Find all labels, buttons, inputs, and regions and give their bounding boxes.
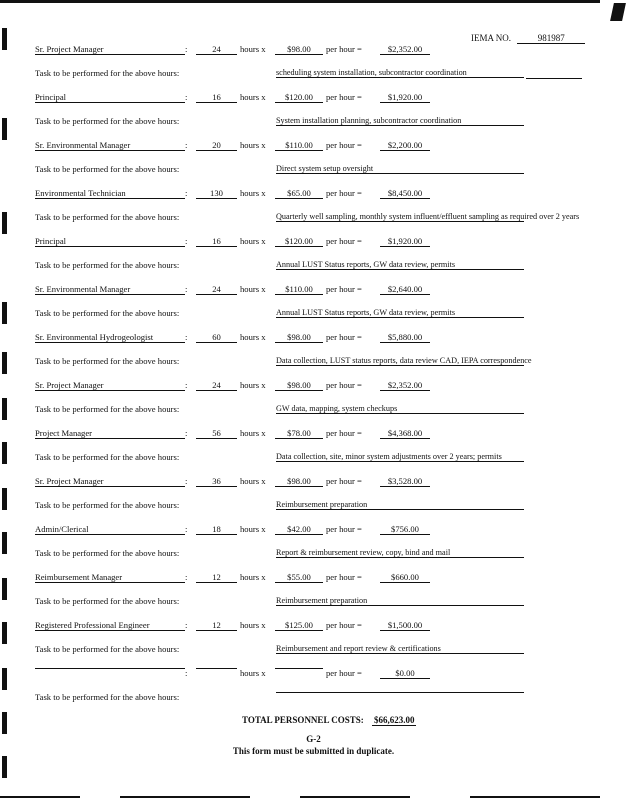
per-hour-label: per hour =: [326, 44, 362, 54]
line-total: $8,450.00: [380, 188, 430, 199]
per-hour-label: per hour =: [326, 668, 362, 678]
hours-value: 130: [196, 188, 237, 199]
colon: :: [185, 92, 188, 102]
hours-value: 16: [196, 236, 237, 247]
hourly-rate: $78.00: [275, 428, 323, 439]
hourly-rate: $125.00: [275, 620, 323, 631]
task-label: Task to be performed for the above hours:: [35, 356, 180, 366]
per-hour-label: per hour =: [326, 476, 362, 486]
line-total: $5,880.00: [380, 332, 430, 343]
hours-value: 24: [196, 284, 237, 295]
task-label: Task to be performed for the above hours:: [35, 452, 180, 462]
task-description: Reimbursement and report review & certifications: [276, 644, 524, 654]
personnel-row: [0, 668, 627, 682]
personnel-title: Sr. Environmental Manager: [35, 284, 185, 295]
task-description: Direct system setup oversight: [276, 164, 524, 174]
line-total: $4,368.00: [380, 428, 430, 439]
hours-x-label: hours x: [240, 620, 266, 630]
per-hour-label: per hour =: [326, 92, 362, 102]
task-description: GW data, mapping, system checkups: [276, 404, 524, 414]
hourly-rate: $110.00: [275, 284, 323, 295]
colon: :: [185, 236, 188, 246]
per-hour-label: per hour =: [326, 284, 362, 294]
hourly-rate: $65.00: [275, 188, 323, 199]
task-row: [0, 164, 627, 178]
personnel-row: [0, 524, 627, 538]
colon: :: [185, 332, 188, 342]
task-label: Task to be performed for the above hours:: [35, 404, 180, 414]
line-total: $1,500.00: [380, 620, 430, 631]
top-border: [0, 0, 600, 3]
task-description: Data collection, site, minor system adjustments over 2 years; permits: [276, 452, 524, 462]
personnel-title: Admin/Clerical: [35, 524, 185, 535]
hours-value: 60: [196, 332, 237, 343]
total-label: TOTAL PERSONNEL COSTS:: [242, 715, 364, 725]
personnel-title: Environmental Technician: [35, 188, 185, 199]
hours-x-label: hours x: [240, 572, 266, 582]
bottom-rule: [300, 796, 410, 798]
hours-x-label: hours x: [240, 236, 266, 246]
line-total: $1,920.00: [380, 236, 430, 247]
hourly-rate: $98.00: [275, 332, 323, 343]
task-label: Task to be performed for the above hours:: [35, 548, 180, 558]
task-row: [0, 356, 627, 370]
iema-label: IEMA NO.: [471, 33, 511, 43]
per-hour-label: per hour =: [326, 428, 362, 438]
personnel-title: [35, 668, 185, 669]
personnel-title: Reimbursement Manager: [35, 572, 185, 583]
line-total: $2,200.00: [380, 140, 430, 151]
task-description: scheduling system installation, subcontractor coordination: [276, 68, 524, 78]
hours-value: 56: [196, 428, 237, 439]
hours-x-label: hours x: [240, 44, 266, 54]
task-label: Task to be performed for the above hours:: [35, 644, 180, 654]
per-hour-label: per hour =: [326, 620, 362, 630]
hourly-rate: $120.00: [275, 236, 323, 247]
personnel-title: Sr. Project Manager: [35, 380, 185, 391]
personnel-title: Registered Professional Engineer: [35, 620, 185, 631]
task-description: Report & reimbursement review, copy, bind and mail: [276, 548, 524, 558]
hours-value: 36: [196, 476, 237, 487]
hours-value: 18: [196, 524, 237, 535]
personnel-title: Sr. Environmental Hydrogeologist: [35, 332, 185, 343]
task-description: Annual LUST Status reports, GW data review, permits: [276, 260, 524, 270]
hourly-rate: $110.00: [275, 140, 323, 151]
task-description: Reimbursement preparation: [276, 596, 524, 606]
line-total: $2,352.00: [380, 44, 430, 55]
total-amount: $66,623.00: [373, 715, 415, 725]
task-label: Task to be performed for the above hours:: [35, 596, 180, 606]
line-total: $2,352.00: [380, 380, 430, 391]
line-total: $2,640.00: [380, 284, 430, 295]
task-label: Task to be performed for the above hours:: [35, 692, 180, 702]
hours-x-label: hours x: [240, 92, 266, 102]
colon: :: [185, 284, 188, 294]
task-row: [0, 548, 627, 562]
hourly-rate: $120.00: [275, 92, 323, 103]
line-total: $1,920.00: [380, 92, 430, 103]
task-label: Task to be performed for the above hours:: [35, 212, 180, 222]
personnel-title: Project Manager: [35, 428, 185, 439]
hourly-rate: $98.00: [275, 380, 323, 391]
per-hour-label: per hour =: [326, 572, 362, 582]
hours-x-label: hours x: [240, 524, 266, 534]
hours-x-label: hours x: [240, 476, 266, 486]
task-row: [0, 596, 627, 610]
colon: :: [185, 524, 188, 534]
task-row: [0, 644, 627, 658]
task-row: [0, 404, 627, 418]
colon: :: [185, 380, 188, 390]
task-label: Task to be performed for the above hours:: [35, 116, 180, 126]
colon: :: [185, 428, 188, 438]
bottom-rule: [0, 796, 80, 798]
task-row: [0, 452, 627, 466]
personnel-row: [0, 140, 627, 154]
personnel-row: [0, 332, 627, 346]
hours-x-label: hours x: [240, 668, 266, 678]
personnel-title: Sr. Project Manager: [35, 44, 185, 55]
hourly-rate: [275, 668, 323, 669]
personnel-title: Principal: [35, 236, 185, 247]
page-number: G-2: [306, 734, 321, 744]
hours-x-label: hours x: [240, 188, 266, 198]
hours-value: 16: [196, 92, 237, 103]
personnel-row: [0, 620, 627, 634]
personnel-title: Sr. Project Manager: [35, 476, 185, 487]
hours-value: 12: [196, 572, 237, 583]
iema-number-field: [471, 33, 585, 44]
task-label: Task to be performed for the above hours:: [35, 164, 180, 174]
colon: :: [185, 140, 188, 150]
line-total: $660.00: [380, 572, 430, 583]
bottom-rule: [470, 796, 600, 798]
personnel-row: [0, 284, 627, 298]
personnel-row: [0, 428, 627, 442]
task-label: Task to be performed for the above hours:: [35, 68, 180, 78]
colon: :: [185, 476, 188, 486]
per-hour-label: per hour =: [326, 332, 362, 342]
hours-value: 20: [196, 140, 237, 151]
per-hour-label: per hour =: [326, 524, 362, 534]
task-row: [0, 500, 627, 514]
hours-x-label: hours x: [240, 140, 266, 150]
task-row: [0, 116, 627, 130]
hours-x-label: hours x: [240, 332, 266, 342]
personnel-row: [0, 92, 627, 106]
per-hour-label: per hour =: [326, 380, 362, 390]
task-label: Task to be performed for the above hours:: [35, 308, 180, 318]
personnel-title: Sr. Environmental Manager: [35, 140, 185, 151]
task-row: [0, 212, 627, 226]
colon: :: [185, 572, 188, 582]
line-total: $0.00: [380, 668, 430, 679]
hours-value: 12: [196, 620, 237, 631]
binder-hole: [2, 712, 7, 734]
personnel-row: [0, 236, 627, 250]
colon: :: [185, 620, 188, 630]
total-personnel-costs: [242, 715, 416, 726]
personnel-row: [0, 476, 627, 490]
line-total: $3,528.00: [380, 476, 430, 487]
personnel-row: [0, 572, 627, 586]
duplicate-note: This form must be submitted in duplicate.: [232, 746, 395, 756]
line-total: $756.00: [380, 524, 430, 535]
task-row: [0, 308, 627, 322]
bottom-rule: [120, 796, 250, 798]
task-label: Task to be performed for the above hours:: [35, 500, 180, 510]
hourly-rate: $55.00: [275, 572, 323, 583]
binder-hole: [2, 756, 7, 778]
task-extra-line: [526, 68, 582, 79]
task-description: [276, 692, 524, 693]
colon: :: [185, 668, 188, 678]
colon: :: [185, 188, 188, 198]
hours-value: 24: [196, 44, 237, 55]
personnel-row: [0, 188, 627, 202]
corner-mark: [610, 3, 626, 21]
task-label: Task to be performed for the above hours:: [35, 260, 180, 270]
task-description: Reimbursement preparation: [276, 500, 524, 510]
per-hour-label: per hour =: [326, 140, 362, 150]
task-row: [0, 68, 627, 82]
task-description: Quarterly well sampling, monthly system influent/effluent sampling as required over 2 years: [276, 212, 580, 221]
personnel-row: [0, 44, 627, 58]
hourly-rate: $98.00: [275, 44, 323, 55]
hours-value: 24: [196, 380, 237, 391]
task-row: [0, 692, 627, 706]
personnel-row: [0, 380, 627, 394]
hours-x-label: hours x: [240, 380, 266, 390]
colon: :: [185, 44, 188, 54]
hourly-rate: $98.00: [275, 476, 323, 487]
task-row: [0, 260, 627, 274]
task-description: Data collection, LUST status reports, data review CAD, IEPA correspondence: [276, 356, 532, 365]
task-description: Annual LUST Status reports, GW data review, permits: [276, 308, 524, 318]
iema-number: 981987: [517, 33, 585, 44]
personnel-title: Principal: [35, 92, 185, 103]
per-hour-label: per hour =: [326, 236, 362, 246]
task-description: System installation planning, subcontractor coordination: [276, 116, 524, 126]
per-hour-label: per hour =: [326, 188, 362, 198]
hourly-rate: $42.00: [275, 524, 323, 535]
hours-x-label: hours x: [240, 428, 266, 438]
hours-value: [196, 668, 237, 669]
hours-x-label: hours x: [240, 284, 266, 294]
